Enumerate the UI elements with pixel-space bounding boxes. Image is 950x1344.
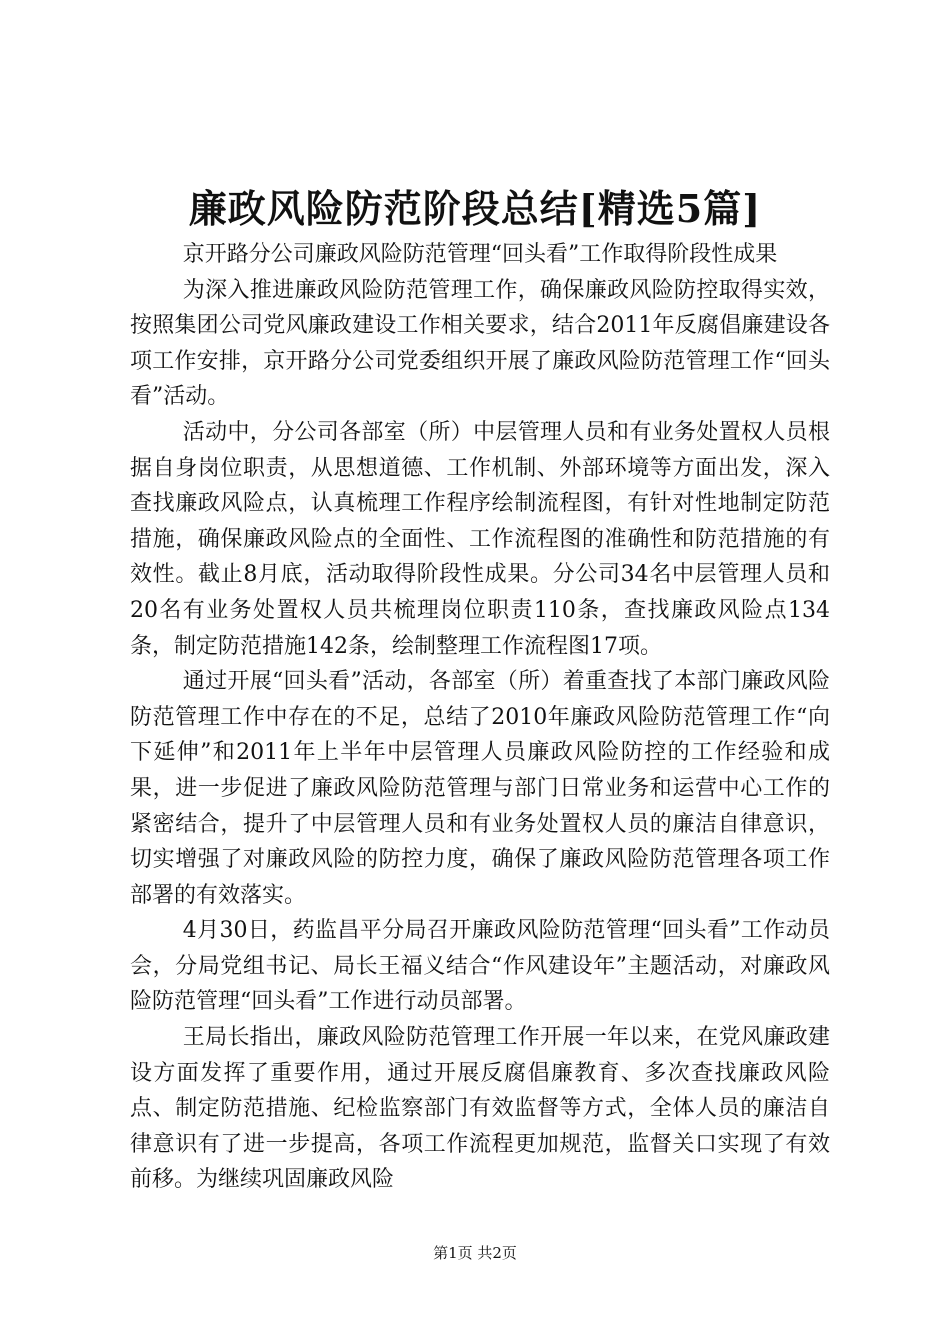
paragraph: 京开路分公司廉政风险防范管理“回头看”工作取得阶段性成果 <box>182 242 778 267</box>
paragraph: 活动中，分公司各部室（所）中层管理人员和有业务处置权人员根据自身岗位职责，从思想道德、工作机制、外部环境等方面出发，深入查找廉政风险点，认真梳理工作程序绘制流程图，有针对性地制定防范措施，确保廉政风险点的全面性、工作流程图的准确性和防范措施的有效性。截止8月底，活动取得阶段性成果。分公司34名中层管理人员和20名有业务处置权人员共梳理岗位职责110条，查找廉政风险点134条，制定防范措施142条，绘制整理工作流程图17项。 <box>130 419 830 659</box>
document-body <box>130 237 830 1198</box>
paragraph: 为深入推进廉政风险防范管理工作，确保廉政风险防控取得实效，按照集团公司党风廉政建设工作相关要求，结合2011年反腐倡廉建设各项工作安排，京开路分公司党委组织开展了廉政风险防范管理工作“回头看”活动。 <box>130 277 830 410</box>
page-number-footer: 第1页 共2页 <box>433 1244 517 1262</box>
paragraph: 王局长指出，廉政风险防范管理工作开展一年以来，在党风廉政建设方面发挥了重要作用，通过开展反腐倡廉教育、多次查找廉政风险点、制定防范措施、纪检监察部门有效监督等方式，全体人员的廉洁自律意识有了进一步提高，各项工作流程更加规范，监督关口实现了有效前移。为继续巩固廉政风险 <box>130 1025 830 1193</box>
document-title: 廉政风险防范阶段总结[精选5篇] <box>188 186 762 231</box>
paragraph: 4月30日，药监昌平分局召开廉政风险防范管理“回头看”工作动员会，分局党组书记、局长王福义结合“作风建设年”主题活动，对廉政风险防范管理“回头看”工作进行动员部署。 <box>130 918 830 1015</box>
paragraph: 通过开展“回头看”活动，各部室（所）着重查找了本部门廉政风险防范管理工作中存在的不足，总结了2010年廉政风险防范管理工作“向下延伸”和2011年上半年中层管理人员廉政风险防控的工作经验和成果，进一步促进了廉政风险防范管理与部门日常业务和运营中心工作的紧密结合，提升了中层管理人员和有业务处置权人员的廉洁自律意识，切实增强了对廉政风险的防控力度，确保了廉政风险防范管理各项工作部署的有效落实。 <box>130 669 830 908</box>
